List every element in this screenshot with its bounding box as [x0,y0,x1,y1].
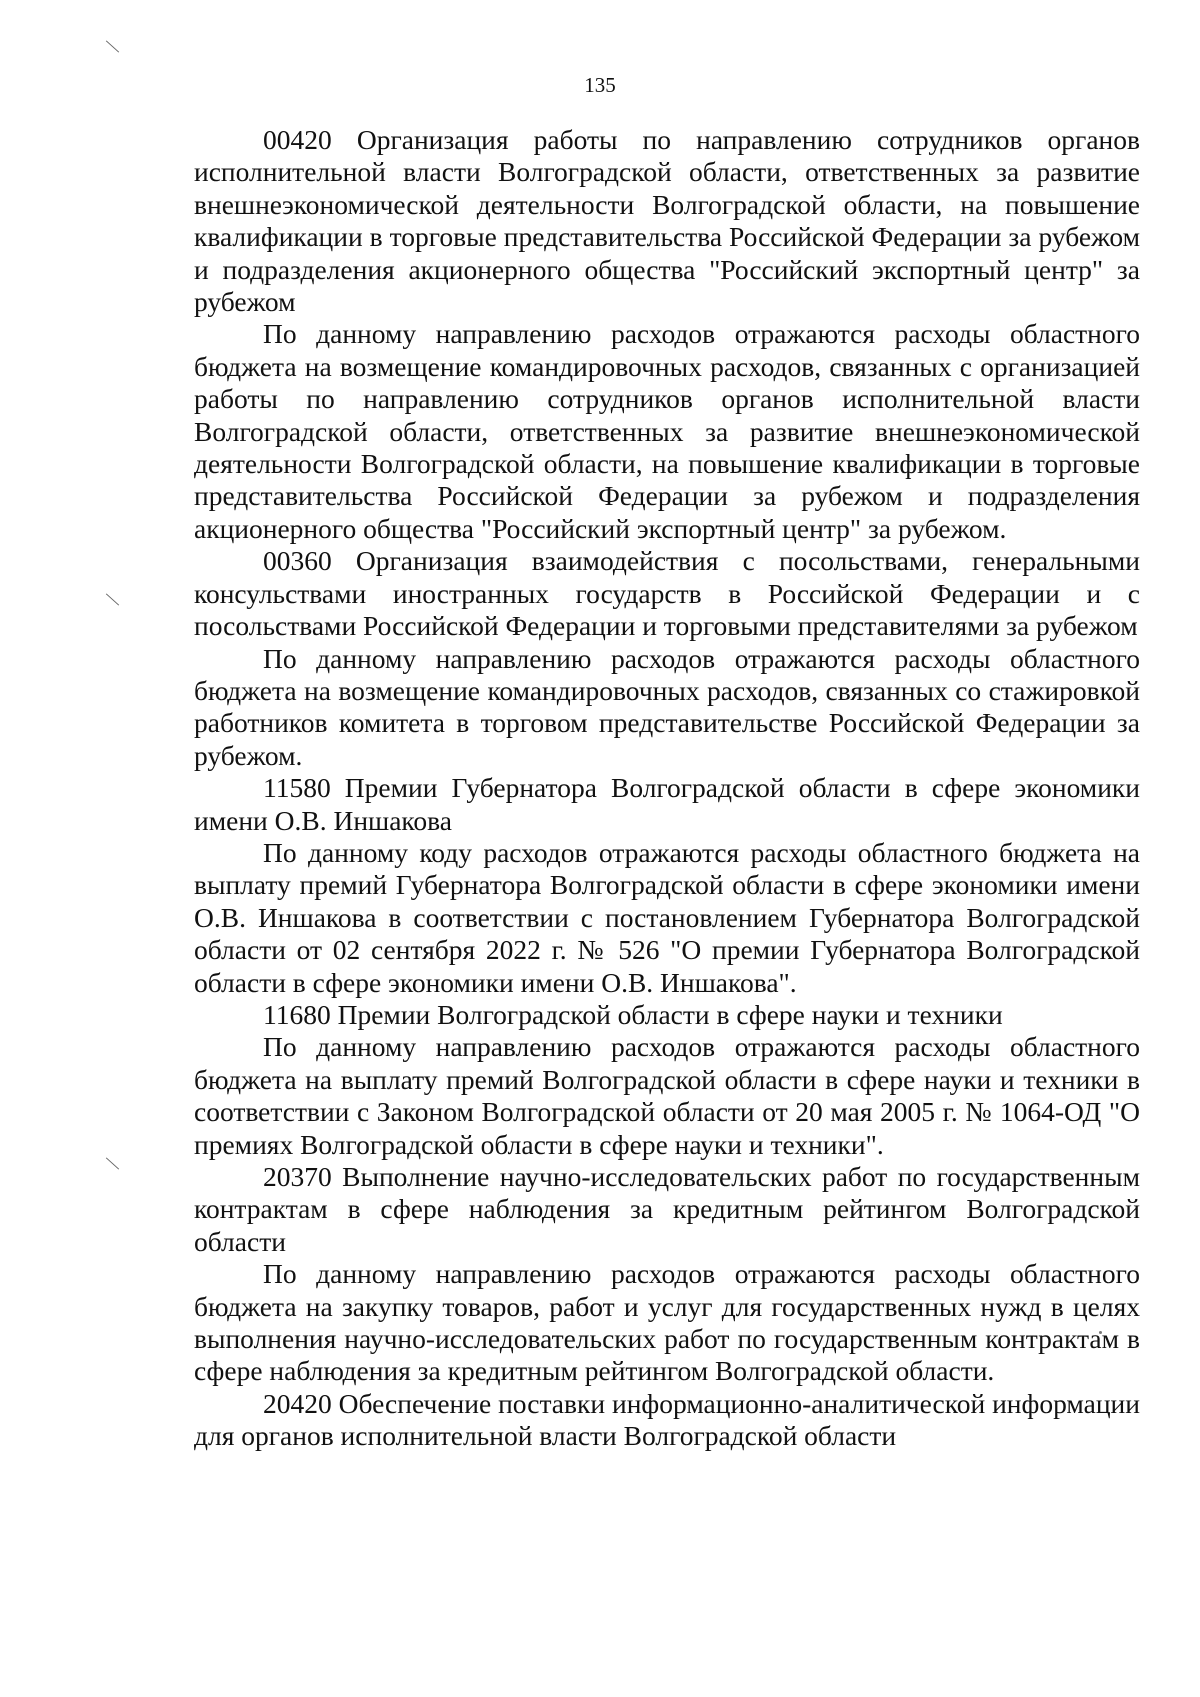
section-body-20370: По данному направлению расходов отражаются расходы областного бюджета на закупку товаров, работ и услуг для государственных нужд в целях выполнения научно-исследовательских работ по государственным контрактам в сфере наблюдения за кредитным рейтингом Волгоградской области. [194,1258,1140,1387]
section-heading-00420: 00420 Организация работы по направлению сотрудников органов исполнительной власти Волгоградской области, ответственных за развитие внешнеэкономической деятельности Волгоградской области, на повышение квалификации в торговые представительства Российской Федерации за рубежом и подразделения акционерного общества "Российский экспортный центр" за рубежом [194,124,1140,318]
document-body [194,124,1140,1453]
section-heading-11580: 11580 Премии Губернатора Волгоградской области в сфере экономики имени О.В. Иншакова [194,772,1140,836]
section-body-00420: По данному направлению расходов отражаются расходы областного бюджета на возмещение командировочных расходов, связанных с организацией работы по направлению сотрудников органов исполнительной власти Волгоградской области, ответственных за развитие внешнеэкономической деятельности Волгоградской области, на повышение квалификации в торговые представительства Российской Федерации за рубежом и подразделения акционерного общества "Российский экспортный центр" за рубежом. [194,318,1140,544]
scan-mark [106,40,119,52]
section-heading-20370: 20370 Выполнение научно-исследовательских работ по государственным контрактам в сфере наблюдения за кредитным рейтингом Волгоградской области [194,1161,1140,1257]
section-heading-00360: 00360 Организация взаимодействия с посольствами, генеральными консульствами иностранных государств в Российской Федерации и с посольствами Российской Федерации и торговыми представителями за рубежом [194,545,1140,642]
section-body-11580: По данному коду расходов отражаются расходы областного бюджета на выплату премий Губернатора Волгоградской области в сфере экономики имени О.В. Иншакова в соответствии с постановлением Губернатора Волгоградской области от 02 сентября 2022 г. № 526 "О премии Губернатора Волгоградской области в сфере экономики имени О.В. Иншакова". [194,836,1140,998]
section-heading-11680: 11680 Премии Волгоградской области в сфере науки и техники [263,998,1003,1030]
page-number: 135 [584,73,616,97]
section-body-00360: По данному направлению расходов отражаются расходы областного бюджета на возмещение командировочных расходов, связанных со стажировкой работников комитета в торговом представительстве Российской Федерации за рубежом. [194,642,1140,771]
section-heading-20420: 20420 Обеспечение поставки информационно-аналитической информации для органов исполнительной власти Волгоградской области [194,1387,1140,1452]
scan-mark [106,593,119,605]
section-body-11680: По данному направлению расходов отражаются расходы областного бюджета на выплату премий Волгоградской области в сфере науки и техники в соответствии с Законом Волгоградской области от 20 мая 2005 г. № 1064-ОД "О премиях Волгоградской области в сфере науки и техники". [194,1031,1140,1160]
scan-mark [106,1157,119,1169]
